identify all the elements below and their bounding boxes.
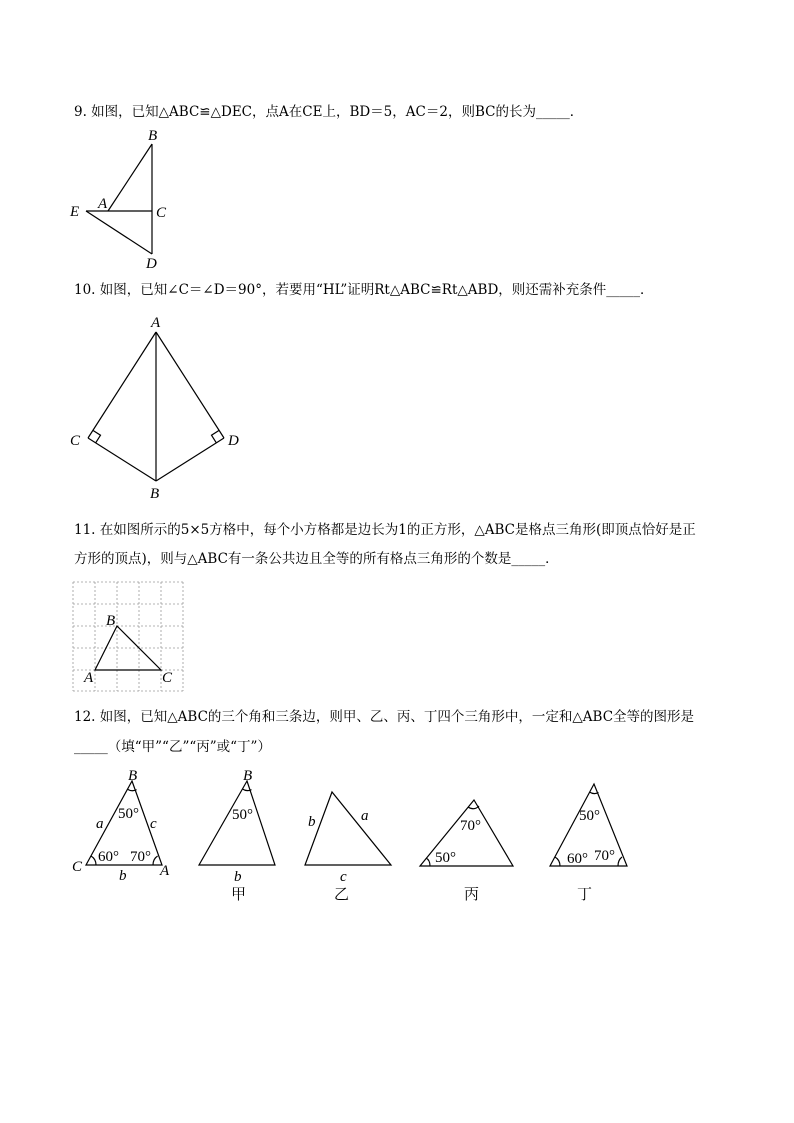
angle-arc-bottom-left [555,857,560,866]
label-angle-50: 50° [579,808,600,824]
right-angle-mark-C [93,430,101,442]
label-angle-50: 50° [435,850,456,866]
figure-10 [64,310,264,502]
label-B: B [150,486,160,502]
question-12-line-2: _____（填“甲”“乙”“丙”或“丁”） [74,739,271,755]
label-angle-A: 70° [130,849,151,865]
label-side-c: c [150,816,157,832]
label-D: D [228,433,239,449]
angle-arc-bottom-right [618,857,622,866]
angle-arc-C [91,856,96,865]
label-C: C [72,859,83,875]
question-12-line-1: 12. 如图，已知△ABC的三个角和三条边，则甲、乙、丙、丁四个三角形中，一定和△ABC全等的图形是 [74,709,695,725]
label-A: A [98,196,108,212]
caption-bing: 丙 [464,885,480,903]
segment-CB [88,438,156,481]
label-angle-B: 50° [232,807,253,823]
label-A: A [160,863,170,879]
caption-ding: 丁 [577,885,593,903]
label-C: C [156,205,167,221]
segment-DB [156,438,224,481]
label-C: C [162,670,173,686]
triangle-ding [550,784,627,867]
label-angle-60: 60° [567,851,588,867]
label-E: E [70,204,80,220]
label-side-a: a [361,808,369,824]
label-A: A [151,315,161,331]
label-side-c: c [340,869,347,885]
label-B: B [243,768,253,784]
triangle-jia [199,768,275,885]
label-A: A [84,670,94,686]
label-B: B [148,128,158,144]
label-side-b: b [308,814,316,830]
segment-ED [86,211,152,254]
figure-9 [64,126,184,272]
caption-yi: 乙 [334,885,350,903]
label-side-a: a [96,816,104,832]
triangle-yi [305,792,391,885]
question-9-text: 9. 如图，已知△ABC≌△DEC，点A在CE上，BD＝5，AC＝2，则BC的长为_____． [74,104,584,120]
segment-AD [156,332,224,438]
triangle-bing [420,800,513,866]
question-11-line-1: 11. 在如图所示的5×5方格中，每个小方格都是边长为1的正方形，△ABC是格点三角形(即顶点恰好是正 [74,522,696,538]
label-side-b: b [119,868,127,884]
label-angle-70: 70° [460,818,481,834]
label-angle-B: 50° [118,806,139,822]
triangle-ABC-reference [72,768,170,884]
label-B: B [106,613,116,629]
label-B: B [128,768,138,784]
segment-BA [108,144,152,211]
question-10-text: 10. 如图，已知∠C＝∠D＝90°，若要用“HL”证明Rt△ABC≌Rt△ABD，则还需补充条件_____． [74,282,654,298]
label-side-b: b [234,869,242,885]
label-angle-70: 70° [594,848,615,864]
label-D: D [146,256,157,272]
figure-11-grid [72,581,188,693]
figure-12 [66,764,656,890]
angle-arc-bottom-left [426,858,430,866]
angle-arc-A [153,856,158,865]
question-11-line-2: 方形的顶点)，则与△ABC有一条公共边且全等的所有格点三角形的个数是_____． [74,551,559,567]
triangle-ABC [95,626,161,670]
label-C: C [70,433,81,449]
label-angle-C: 60° [98,849,119,865]
right-angle-mark-D [212,430,220,442]
segment-AC [88,332,156,438]
caption-jia: 甲 [231,885,247,903]
